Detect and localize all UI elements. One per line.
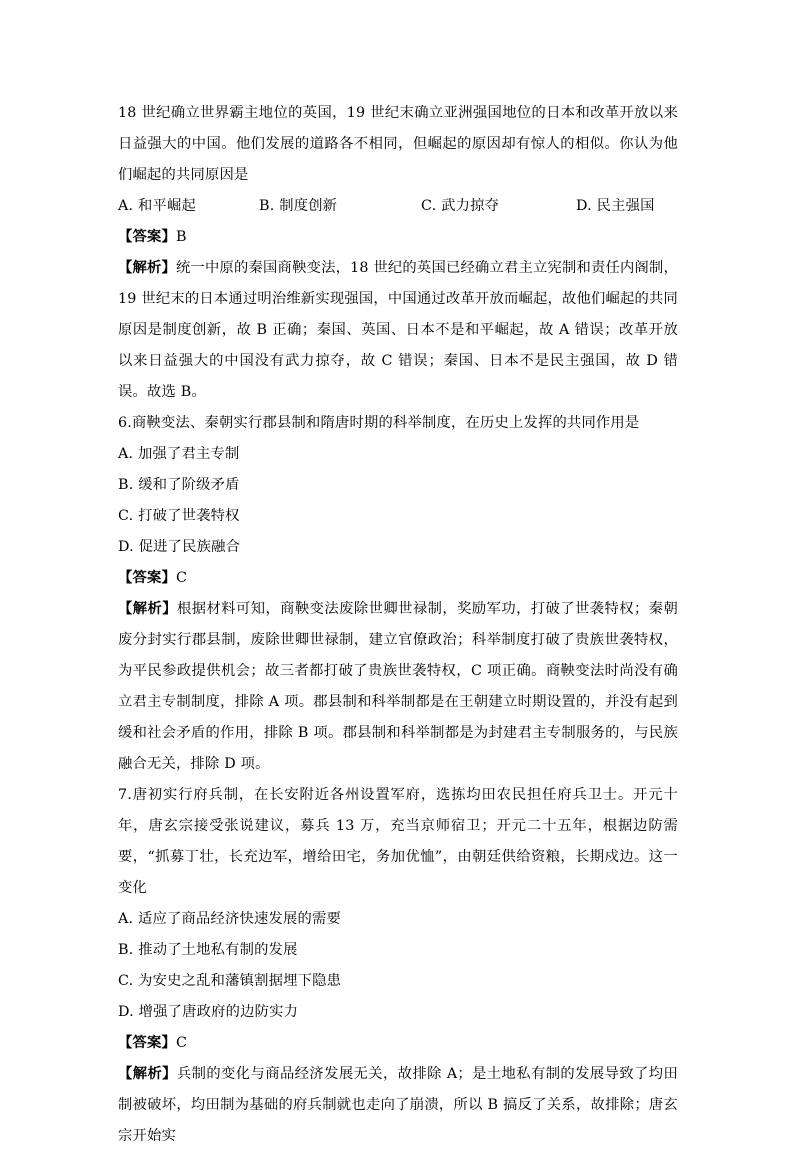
question-5-analysis bbox=[118, 253, 678, 408]
question-5-option-c: C. 武力掠夺 bbox=[421, 198, 500, 214]
question-5-stem: 18 世纪确立世界霸主地位的英国，19 世纪末确立亚洲强国地位的日本和改革开放以来日益强大的中国。他们发展的道路各不相同，但崛起的原因却有惊人的相似。你认为他们崛起的共同原因是 bbox=[118, 105, 678, 183]
question-6-option-a: A. 加强了君主专制 bbox=[118, 446, 240, 462]
question-5-options bbox=[118, 191, 678, 222]
page-content bbox=[118, 98, 678, 1152]
answer-value: C bbox=[176, 570, 188, 586]
question-7-option-d: D. 增强了唐政府的边防实力 bbox=[118, 1004, 299, 1020]
answer-label: 【答案】 bbox=[118, 229, 176, 245]
answer-label: 【答案】 bbox=[118, 570, 176, 586]
question-6-analysis bbox=[118, 594, 678, 780]
answer-value: B bbox=[176, 229, 187, 245]
question-7-stem: 7.唐初实行府兵制，在长安附近各州设置军府，选拣均田农民担任府兵卫士。开元十年，唐玄宗接受张说建议，募兵 13 万，充当京师宿卫；开元二十五年，根据边防需要，“抓募丁壮，长充边军，增给田宅，务加优恤”，由朝廷供给资粮，长期戍边。这一变化 bbox=[118, 787, 678, 896]
question-7-analysis bbox=[118, 1059, 678, 1152]
question-7-answer bbox=[118, 1028, 678, 1059]
question-5-option-a: A. 和平崛起 bbox=[118, 198, 197, 214]
question-5-option-d: D. 民主强国 bbox=[576, 198, 655, 214]
answer-label: 【答案】 bbox=[118, 1035, 176, 1051]
question-6-answer bbox=[118, 563, 678, 594]
question-7-option-c: C. 为安史之乱和藩镇割据埋下隐患 bbox=[118, 973, 342, 989]
question-6-option-d: D. 促进了民族融合 bbox=[118, 539, 241, 555]
question-7-option-b: B. 推动了土地私有制的发展 bbox=[118, 942, 298, 958]
question-6-option-b: B. 缓和了阶级矛盾 bbox=[118, 477, 240, 493]
question-6-stem: 6.商鞅变法、秦朝实行郡县制和隋唐时期的科举制度，在历史上发挥的共同作用是 bbox=[118, 415, 640, 431]
analysis-text: 兵制的变化与商品经济发展无关，故排除 A；是土地私有制的发展导致了均田制被破坏，均田制为基础的府兵制就也走向了崩溃，所以 B 搞反了关系，故排除；唐玄宗开始实 bbox=[118, 1066, 678, 1144]
question-6-option-c: C. 打破了世袭特权 bbox=[118, 508, 240, 524]
question-7-option-a: A. 适应了商品经济快速发展的需要 bbox=[118, 911, 341, 927]
analysis-label: 【解析】 bbox=[118, 601, 177, 617]
analysis-label: 【解析】 bbox=[118, 1066, 177, 1082]
analysis-text: 统一中原的秦国商鞅变法，18 世纪的英国已经确立君主立宪制和责任内阁制，19 世纪末的日本通过明治维新实现强国，中国通过改革开放而崛起，故他们崛起的共同原因是制度创新，故 B 正确；秦国、英国、日本不是和平崛起，故 A 错误；改革开放以来日益强大的中国没有武力掠夺，故 C 错误；秦国、日本不是民主强国，故 D 错误。故选 B。 bbox=[118, 260, 678, 400]
answer-value: C bbox=[176, 1035, 188, 1051]
question-5-option-b: B. 制度创新 bbox=[259, 198, 338, 214]
question-5-answer bbox=[118, 222, 678, 253]
analysis-text: 根据材料可知，商鞅变法废除世卿世禄制，奖励军功，打破了世袭特权；秦朝废分封实行郡县制，废除世卿世禄制，建立官僚政治；科举制度打破了贵族世袭特权，为平民参政提供机会；故三者都打破了贵族世袭特权，C 项正确。商鞅变法时尚没有确立君主专制制度，排除 A 项。郡县制和科举制都是在王朝建立时期设置的，并没有起到缓和社会矛盾的作用，排除 B 项。郡县制和科举制都是为封建君主专制服务的，与民族融合无关，排除 D 项。 bbox=[118, 601, 678, 772]
analysis-label: 【解析】 bbox=[118, 260, 177, 276]
